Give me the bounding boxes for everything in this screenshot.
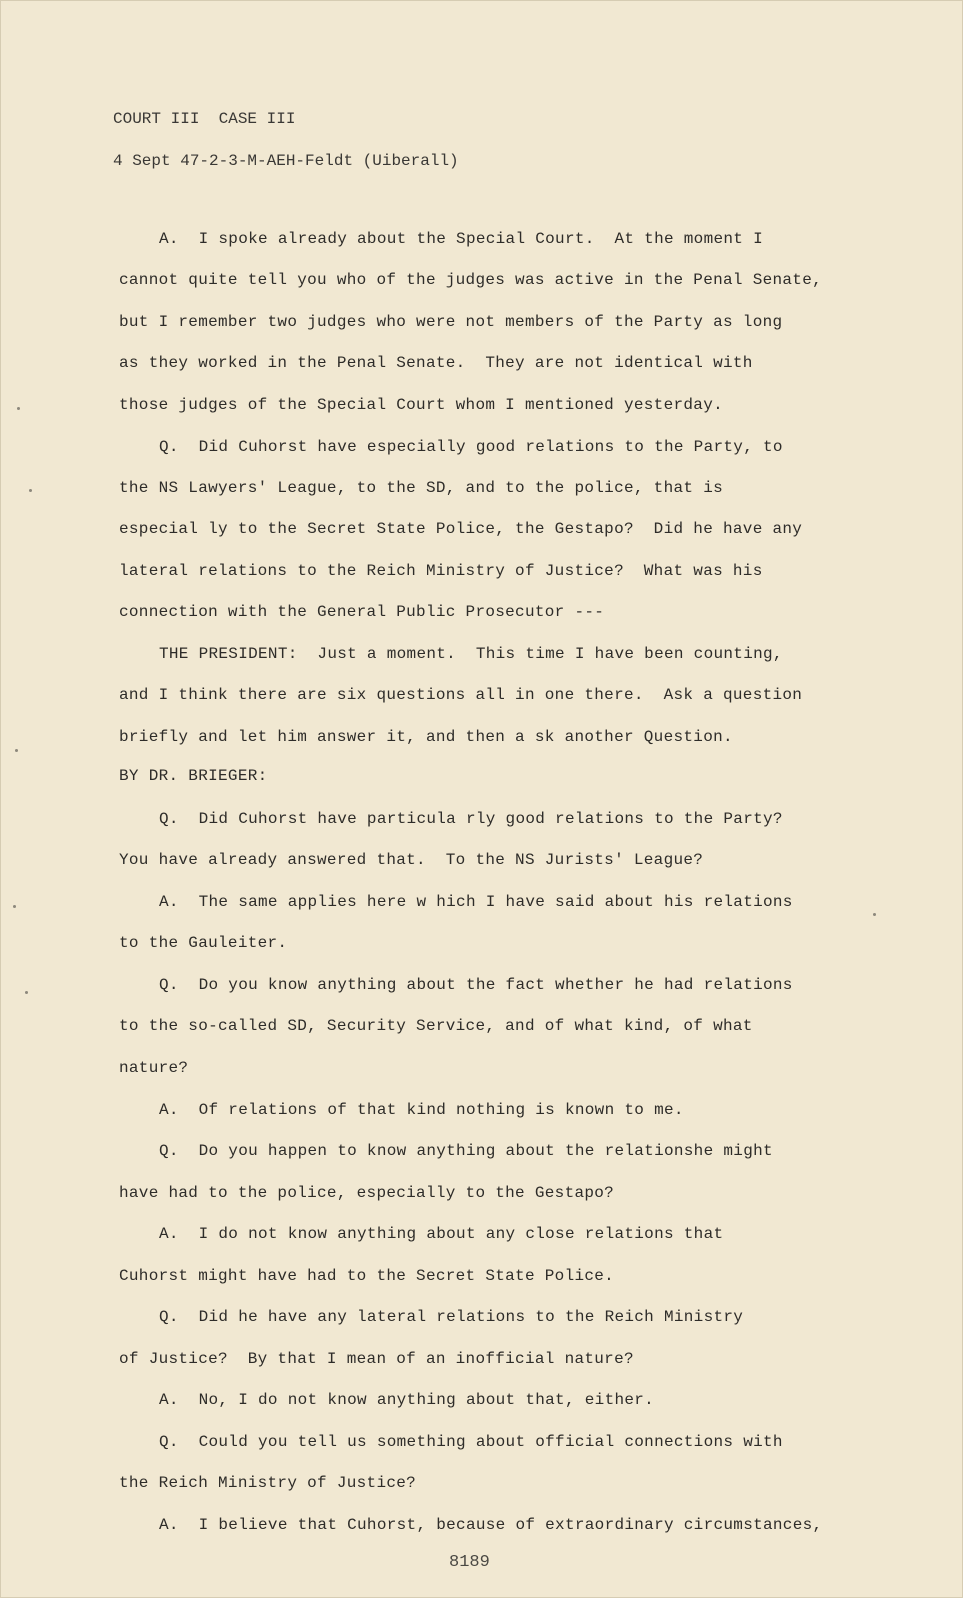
testimony-line: Q. Did Cuhorst have especially good relations to the Party, to — [159, 438, 783, 456]
testimony-line: cannot quite tell you who of the judges was active in the Penal Senate, — [119, 271, 823, 289]
testimony-line: and I think there are six questions all in one there. Ask a question — [119, 686, 803, 704]
testimony-line: connection with the General Public Prosecutor --- — [119, 603, 605, 621]
testimony-line: A. Of relations of that kind nothing is known to me. — [159, 1101, 684, 1119]
testimony-line: especial ly to the Secret State Police, the Gestapo? Did he have any — [119, 520, 803, 538]
testimony-line: briefly and let him answer it, and then a sk another Question. — [119, 728, 733, 746]
testimony-line: A. The same applies here w hich I have said about his relations — [159, 893, 793, 911]
testimony-line: Q. Could you tell us something about official connections with — [159, 1433, 783, 1451]
testimony-line: THE PRESIDENT: Just a moment. This time I have been counting, — [159, 645, 783, 663]
testimony-line: Q. Did he have any lateral relations to the Reich Ministry — [159, 1308, 744, 1326]
scan-speck — [29, 489, 32, 492]
session-reference: 4 Sept 47-2-3-M-AEH-Feldt (Uiberall) — [113, 152, 459, 170]
testimony-line: lateral relations to the Reich Ministry of Justice? What was his — [119, 562, 763, 580]
testimony-line: those judges of the Special Court whom I mentioned yesterday. — [119, 396, 723, 414]
testimony-line: have had to the police, especially to the Gestapo? — [119, 1184, 615, 1202]
scan-speck — [17, 407, 20, 410]
testimony-line: as they worked in the Penal Senate. They are not identical with — [119, 354, 753, 372]
testimony-line: Q. Do you happen to know anything about the relationshe might — [159, 1142, 773, 1160]
testimony-line: You have already answered that. To the NS Jurists' League? — [119, 851, 704, 869]
scan-speck — [15, 749, 18, 752]
testimony-line: to the Gauleiter. — [119, 934, 288, 952]
scan-speck — [25, 991, 28, 994]
testimony-line: A. I believe that Cuhorst, because of extraordinary circumstances, — [159, 1516, 823, 1534]
testimony-line: Cuhorst might have had to the Secret State Police. — [119, 1267, 615, 1285]
testimony-line: the NS Lawyers' League, to the SD, and to the police, that is — [119, 479, 723, 497]
examiner-heading: BY DR. BRIEGER: — [119, 767, 268, 785]
testimony-line: nature? — [119, 1059, 189, 1077]
testimony-line: Q. Did Cuhorst have particula rly good relations to the Party? — [159, 810, 783, 828]
court-case-heading: COURT III CASE III — [113, 110, 296, 128]
testimony-line: to the so-called SD, Security Service, and of what kind, of what — [119, 1017, 753, 1035]
scan-speck — [873, 913, 876, 916]
testimony-line: A. I spoke already about the Special Court. At the moment I — [159, 230, 763, 248]
testimony-line: of Justice? By that I mean of an inofficial nature? — [119, 1350, 634, 1368]
testimony-line: A. I do not know anything about any close relations that — [159, 1225, 724, 1243]
scan-speck — [13, 905, 16, 908]
testimony-line: but I remember two judges who were not members of the Party as long — [119, 313, 783, 331]
page-number: 8189 — [449, 1553, 490, 1572]
testimony-line: the Reich Ministry of Justice? — [119, 1474, 417, 1492]
testimony-line: A. No, I do not know anything about that, either. — [159, 1391, 655, 1409]
testimony-line: Q. Do you know anything about the fact whether he had relations — [159, 976, 793, 994]
